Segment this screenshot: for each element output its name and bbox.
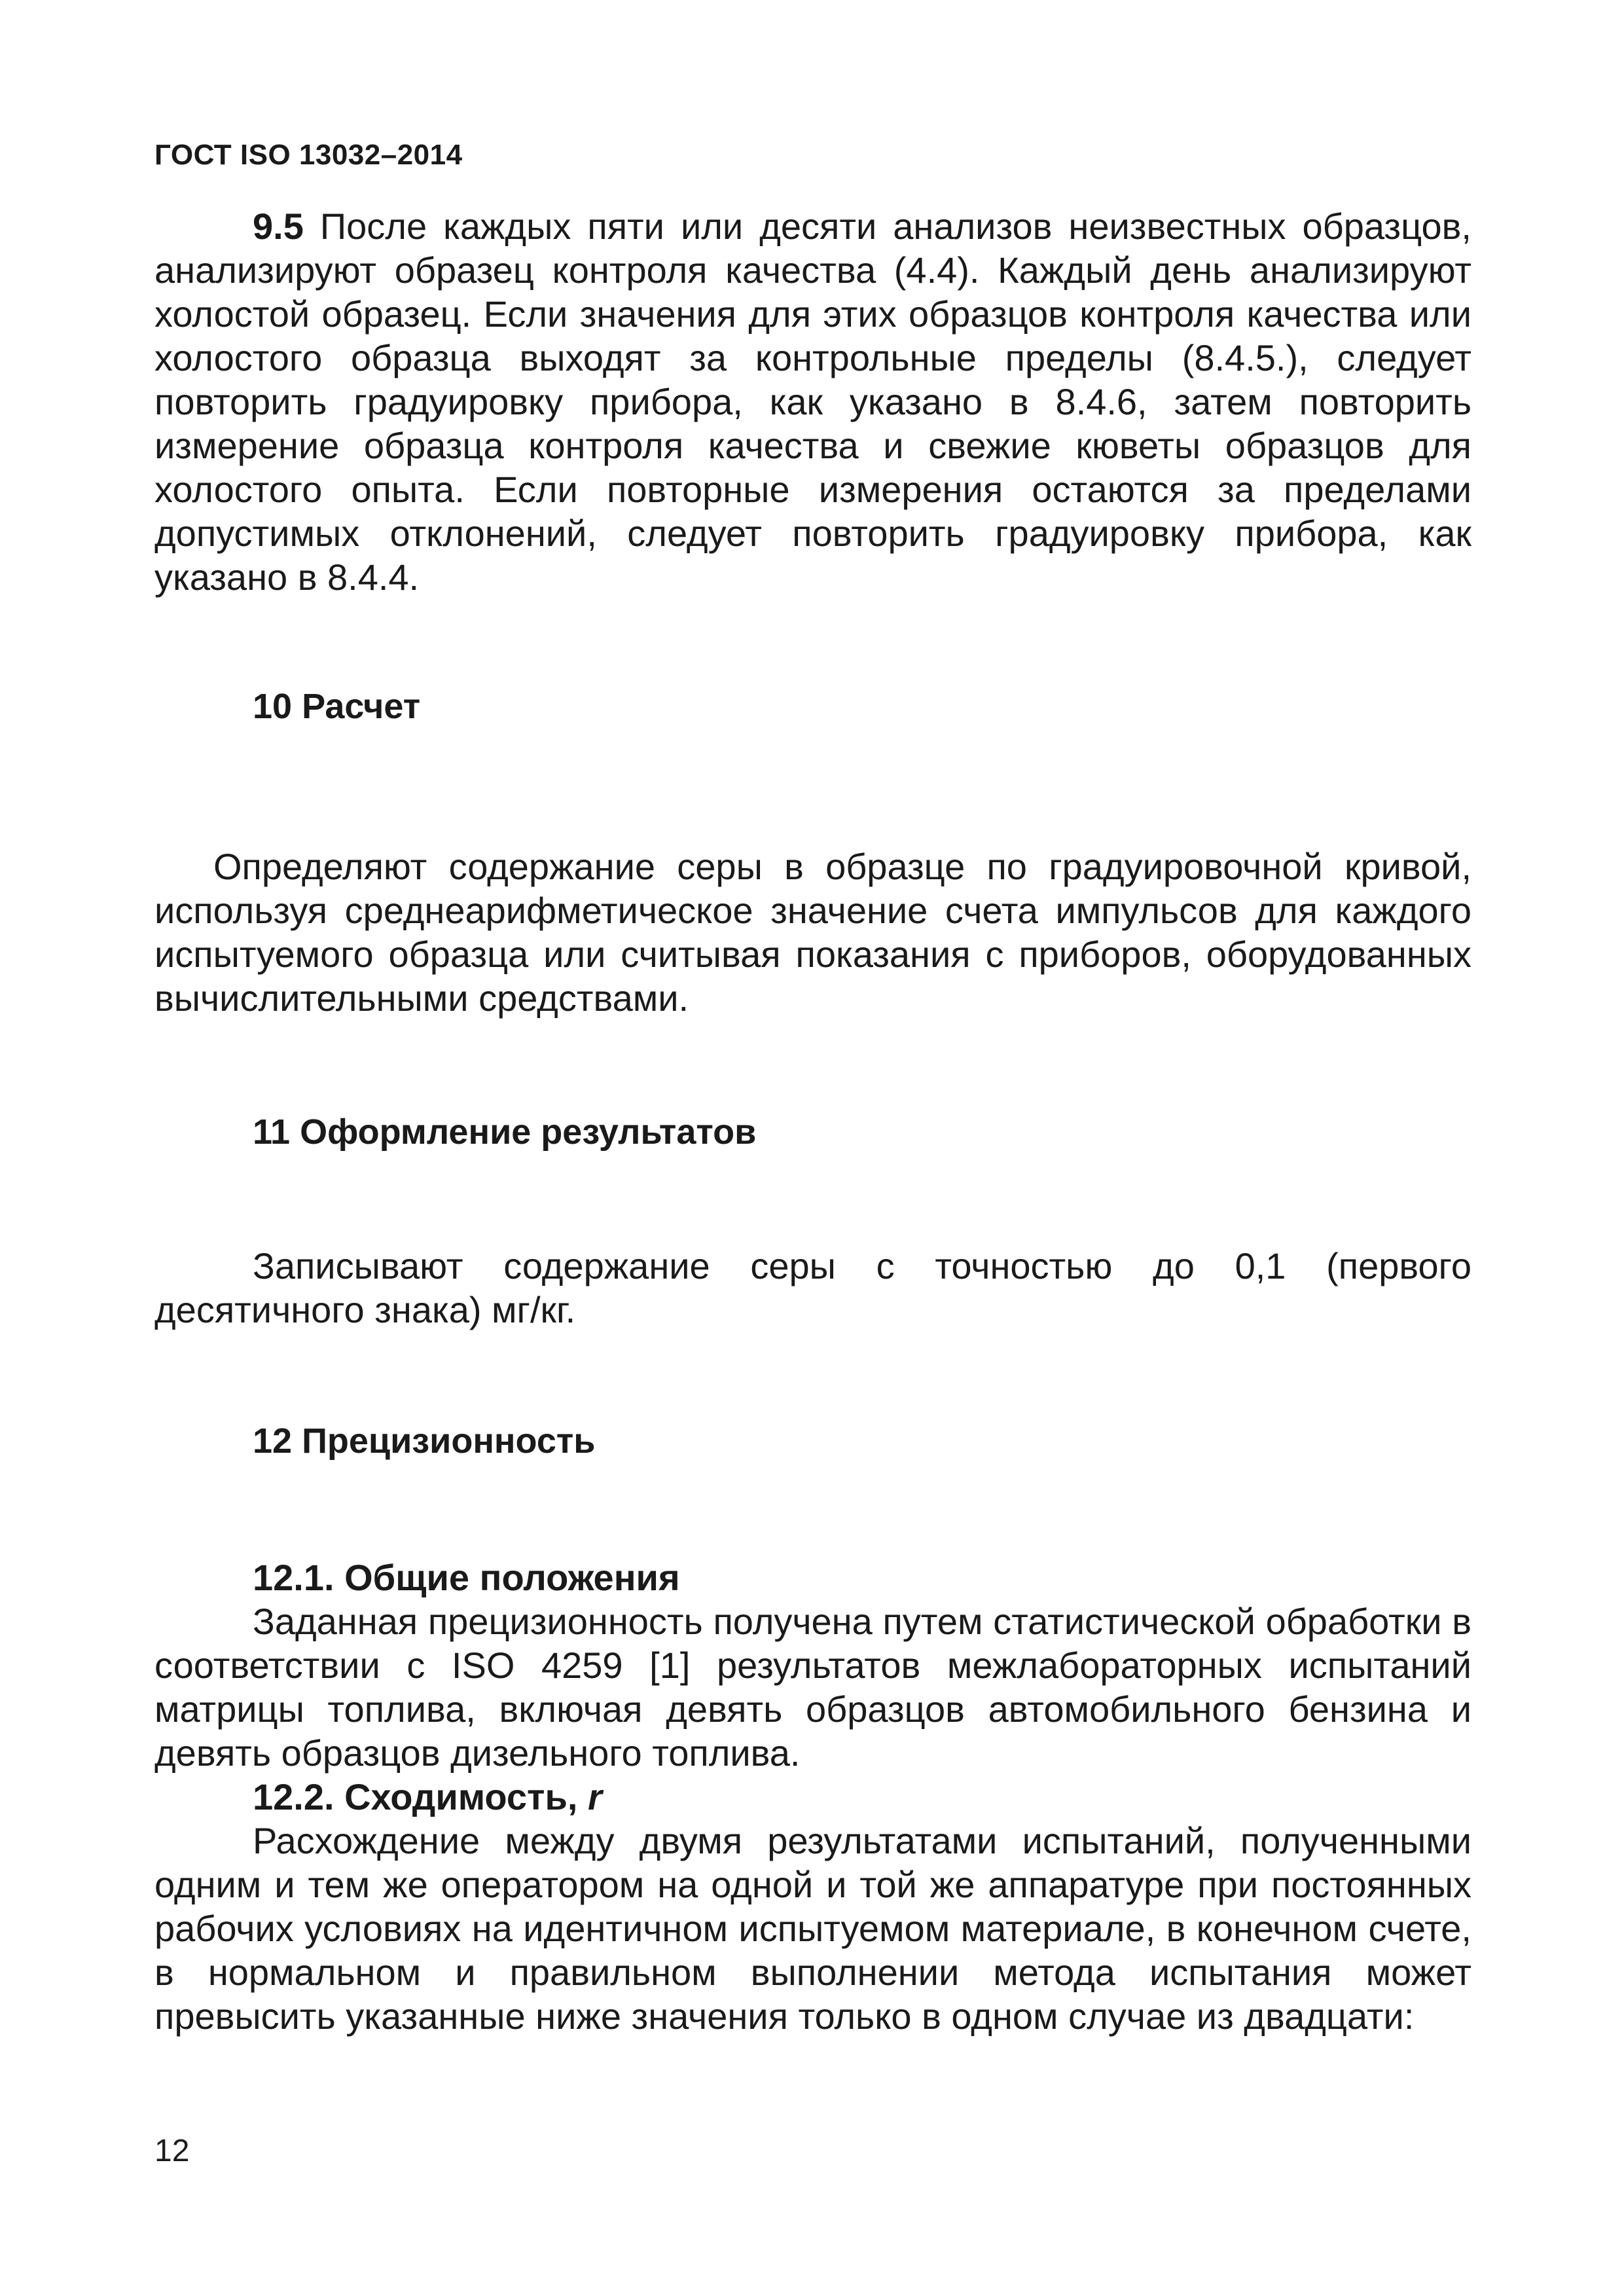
section-10-text: Определяют содержание серы в образце по градуировочной кривой, используя среднеарифметическое значение счета импульсов для каждого испытуемого образца или считывая показания с приборов, оборудованных вычислительными средствами. bbox=[154, 846, 1471, 1019]
section-9-5-text: После каждых пяти или десяти анализов неизвестных образцов, анализируют образец контроля качества (4.4). Каждый день анализируют холостой образец. Если значения для этих образцов контроля качества или холостого образца выходят за контрольные пределы (8.4.5.), следует повторить градуировку прибора, как указано в 8.4.6, затем повторить измерение образца контроля качества и свежие кюветы образцов для холостого опыта. Если повторные измерения остаются за пределами допустимых отклонений, следует повторить градуировку прибора, как указано в 8.4.4. bbox=[154, 206, 1471, 598]
section-12-heading: 12 Прецизионность bbox=[253, 1421, 596, 1461]
section-12-2-heading-text: 12.2. Сходимость, bbox=[253, 1776, 578, 1817]
section-10 bbox=[154, 845, 1471, 1020]
section-11-text: Записывают содержание серы с точностью до 0,1 (первого десятичного знака) мг/кг. bbox=[154, 1245, 1471, 1330]
section-9-5-paragraph bbox=[154, 204, 1471, 599]
section-12-2-heading bbox=[253, 1775, 1471, 1819]
section-12-body bbox=[154, 1556, 1471, 2038]
section-12-2-text: Расхождение между двумя результатами испытаний, полученными одним и тем же оператором на одной и той же аппаратуре при постоянных рабочих условиях на идентичном испытуемом материале, в конечном счете, в нормальном и правильном выполнении метода испытания может превысить указанные ниже значения только в одном случае из двадцати: bbox=[154, 1820, 1471, 2037]
section-11 bbox=[154, 1244, 1471, 1332]
section-12-1-heading: 12.1. Общие положения bbox=[253, 1557, 680, 1598]
section-11-heading: 11 Оформление результатов bbox=[253, 1112, 757, 1152]
section-12-2-symbol: r bbox=[588, 1776, 602, 1817]
section-9-5-number: 9.5 bbox=[253, 206, 304, 247]
section-10-heading: 10 Расчет bbox=[253, 687, 421, 726]
page-number: 12 bbox=[154, 2134, 190, 2168]
section-12-1-text: Заданная прецизионность получена путем статистической обработки в соответствии с ISO 4259 [1] результатов межлабораторных испытаний матрицы топлива, включая девять образцов автомобильного бензина и девять образцов дизельного топлива. bbox=[154, 1601, 1471, 1774]
document-header: ГОСТ ISO 13032–2014 bbox=[154, 139, 463, 171]
section-9-5 bbox=[154, 204, 1471, 599]
